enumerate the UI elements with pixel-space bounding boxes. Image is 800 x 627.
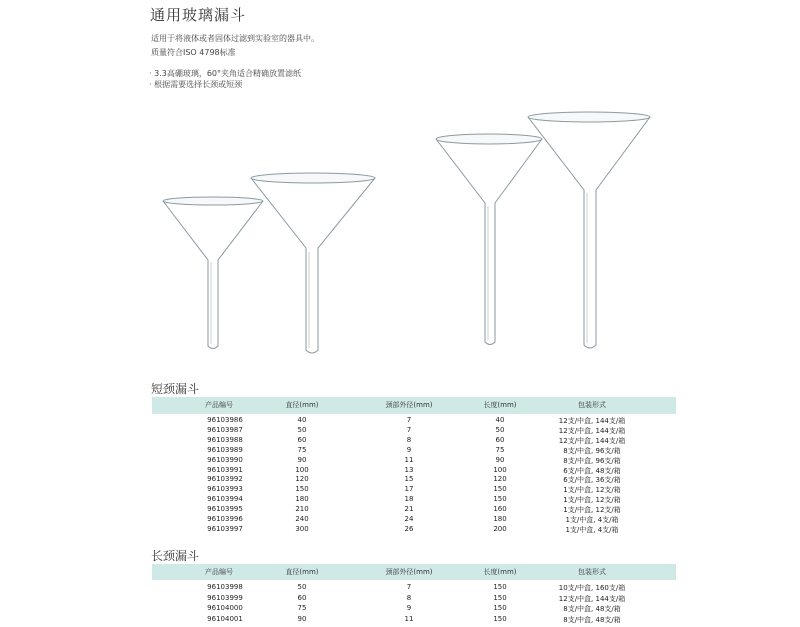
cell-packaging: 1支/中盒, 12支/箱 bbox=[563, 496, 621, 505]
cell-length: 150 bbox=[493, 593, 507, 602]
cell-length: 90 bbox=[495, 455, 505, 464]
cell-length: 75 bbox=[495, 445, 505, 454]
cell-diameter: 90 bbox=[297, 614, 307, 623]
table-row bbox=[152, 583, 676, 592]
table-row bbox=[152, 515, 676, 524]
cell-product-no: 96103990 bbox=[207, 455, 243, 464]
cell-diameter: 120 bbox=[295, 475, 309, 484]
cell-product-no: 96103993 bbox=[207, 485, 243, 494]
cell-packaging: 12支/中盒, 144支/箱 bbox=[558, 594, 626, 603]
col-header-length: 长度(mm) bbox=[483, 401, 517, 409]
cell-product-no: 96103992 bbox=[207, 475, 243, 484]
cell-length: 150 bbox=[493, 614, 507, 623]
cell-neck-od: 13 bbox=[404, 465, 414, 474]
cell-product-no: 96103986 bbox=[207, 416, 243, 424]
cell-neck-od: 11 bbox=[404, 614, 414, 623]
cell-packaging: 6支/中盒, 36支/箱 bbox=[563, 476, 621, 485]
cell-packaging: 1支/中盒, 4支/箱 bbox=[565, 516, 619, 524]
col-header-diameter: 直径(mm) bbox=[285, 568, 319, 576]
cell-packaging: 1支/中盒, 12支/箱 bbox=[563, 486, 621, 495]
cell-neck-od: 8 bbox=[406, 435, 412, 444]
cell-neck-od: 9 bbox=[406, 445, 412, 454]
table-row bbox=[152, 594, 676, 603]
cell-diameter: 60 bbox=[297, 435, 307, 444]
cell-neck-od: 21 bbox=[404, 505, 414, 514]
cell-packaging: 12支/中盒, 144支/箱 bbox=[558, 436, 626, 445]
col-header-product-no: 产品编号 bbox=[205, 568, 233, 576]
cell-neck-od: 7 bbox=[406, 583, 412, 591]
cell-neck-od: 8 bbox=[406, 593, 412, 602]
cell-diameter: 150 bbox=[295, 485, 309, 494]
cell-product-no: 96103998 bbox=[207, 583, 243, 591]
cell-diameter: 50 bbox=[297, 425, 307, 434]
cell-length: 120 bbox=[493, 475, 507, 484]
cell-diameter: 60 bbox=[297, 593, 307, 602]
cell-packaging: 6支/中盒, 48支/箱 bbox=[563, 466, 621, 475]
table-row bbox=[152, 495, 676, 504]
cell-diameter: 240 bbox=[295, 515, 309, 523]
cell-length: 150 bbox=[493, 495, 507, 504]
col-header-packaging: 包装形式 bbox=[578, 401, 606, 409]
cell-diameter: 300 bbox=[295, 524, 309, 533]
cell-length: 200 bbox=[493, 524, 507, 533]
table-row bbox=[152, 436, 676, 445]
cell-neck-od: 11 bbox=[404, 455, 414, 464]
table-row bbox=[152, 416, 676, 425]
col-header-neck-od: 颈部外径(mm) bbox=[385, 568, 433, 576]
cell-diameter: 210 bbox=[295, 505, 309, 514]
cell-packaging: 1支/中盒, 12支/箱 bbox=[563, 506, 621, 515]
cell-product-no: 96103989 bbox=[207, 445, 243, 454]
cell-packaging: 1支/中盒, 4支/箱 bbox=[565, 525, 619, 534]
cell-length: 150 bbox=[493, 485, 507, 494]
cell-length: 40 bbox=[495, 416, 505, 424]
long-funnel-large-icon bbox=[528, 112, 650, 348]
cell-length: 100 bbox=[493, 465, 507, 474]
table-row bbox=[152, 525, 676, 534]
cell-packaging: 8支/中盒, 48支/箱 bbox=[563, 615, 621, 624]
cell-product-no: 96103991 bbox=[207, 465, 243, 474]
cell-product-no: 96103997 bbox=[207, 524, 243, 533]
short-funnel-small-icon bbox=[163, 197, 263, 349]
cell-product-no: 96103994 bbox=[207, 495, 243, 504]
col-header-length: 长度(mm) bbox=[483, 568, 517, 576]
cell-packaging: 8支/中盒, 96支/箱 bbox=[563, 456, 621, 465]
feature-item: · 3.3高硼玻璃，60°夹角适合精确放置滤纸 bbox=[149, 68, 301, 79]
cell-neck-od: 24 bbox=[404, 515, 414, 523]
col-header-neck-od: 颈部外径(mm) bbox=[385, 401, 433, 409]
cell-length: 150 bbox=[493, 604, 507, 612]
cell-packaging: 8支/中盒, 96支/箱 bbox=[563, 446, 621, 455]
long-section-title: 长颈漏斗 bbox=[151, 549, 200, 563]
short-section-title: 短颈漏斗 bbox=[151, 382, 200, 396]
col-header-product-no: 产品编号 bbox=[205, 401, 233, 409]
cell-diameter: 100 bbox=[295, 465, 309, 474]
cell-length: 160 bbox=[493, 505, 507, 514]
cell-diameter: 75 bbox=[297, 604, 307, 612]
cell-packaging: 12支/中盒, 144支/箱 bbox=[558, 426, 626, 435]
long-table-header bbox=[152, 564, 676, 580]
cell-length: 60 bbox=[495, 435, 505, 444]
cell-product-no: 96103996 bbox=[207, 515, 243, 523]
cell-neck-od: 7 bbox=[406, 425, 412, 434]
cell-neck-od: 17 bbox=[404, 485, 414, 494]
table-row bbox=[152, 485, 676, 494]
cell-diameter: 180 bbox=[295, 495, 309, 504]
table-row bbox=[152, 475, 676, 484]
cell-product-no: 96103999 bbox=[207, 593, 243, 602]
table-row bbox=[152, 426, 676, 435]
feature-item: · 根据需要选择长颈或短颈 bbox=[149, 79, 301, 90]
standard-text: 质量符合ISO 4798标准 bbox=[151, 48, 236, 57]
cell-diameter: 40 bbox=[297, 416, 307, 424]
cell-product-no: 96103987 bbox=[207, 425, 243, 434]
cell-diameter: 50 bbox=[297, 583, 307, 591]
short-table-header bbox=[152, 397, 676, 414]
table-row bbox=[152, 466, 676, 475]
description-text: 适用于将液体或者固体过滤到实验室的器具中。 bbox=[151, 34, 319, 43]
col-header-packaging: 包装形式 bbox=[578, 568, 606, 576]
cell-packaging: 10支/中盒, 160支/箱 bbox=[558, 584, 626, 592]
page-title: 通用玻璃漏斗 bbox=[150, 6, 247, 24]
cell-packaging: 8支/中盒, 48支/箱 bbox=[563, 605, 621, 613]
table-row bbox=[152, 446, 676, 455]
short-funnel-large-icon bbox=[251, 173, 375, 353]
cell-neck-od: 18 bbox=[404, 495, 414, 504]
table-row bbox=[152, 615, 676, 624]
cell-neck-od: 9 bbox=[406, 604, 412, 612]
cell-product-no: 96104000 bbox=[207, 604, 243, 612]
cell-neck-od: 7 bbox=[406, 416, 412, 424]
cell-packaging: 12支/中盒, 144支/箱 bbox=[558, 417, 626, 425]
table-row bbox=[152, 456, 676, 465]
cell-product-no: 96103988 bbox=[207, 435, 243, 444]
cell-diameter: 75 bbox=[297, 445, 307, 454]
table-row bbox=[152, 604, 676, 613]
cell-length: 150 bbox=[493, 583, 507, 591]
long-funnel-small-icon bbox=[436, 134, 542, 345]
cell-neck-od: 15 bbox=[404, 475, 414, 484]
cell-diameter: 90 bbox=[297, 455, 307, 464]
cell-product-no: 96103995 bbox=[207, 505, 243, 514]
cell-neck-od: 26 bbox=[404, 524, 414, 533]
cell-length: 50 bbox=[495, 425, 505, 434]
cell-length: 180 bbox=[493, 515, 507, 523]
col-header-diameter: 直径(mm) bbox=[285, 401, 319, 409]
table-row bbox=[152, 505, 676, 514]
cell-product-no: 96104001 bbox=[207, 614, 243, 623]
